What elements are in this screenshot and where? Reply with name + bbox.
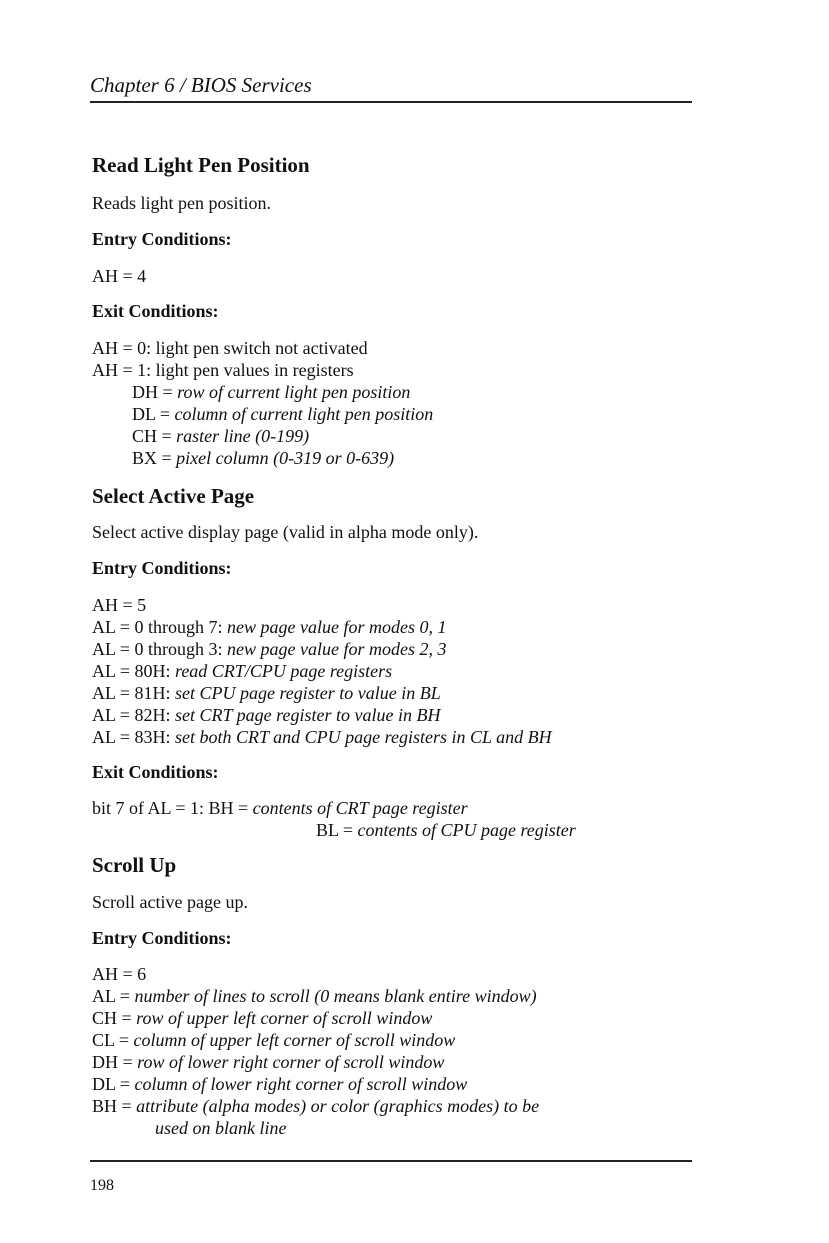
exit-line (132, 447, 394, 469)
exit-line (92, 359, 354, 381)
register: BL = (316, 820, 353, 840)
running-header: Chapter 6 / BIOS Services (90, 73, 312, 97)
exit-conditions-label: Exit Conditions: (92, 301, 219, 321)
exit-line (316, 819, 576, 841)
register: AL = 82H: (92, 705, 171, 725)
register-desc: read CRT/CPU page registers (174, 661, 393, 681)
register-desc: row of upper left corner of scroll window (136, 1008, 433, 1028)
register-desc: row of current light pen position (177, 382, 411, 402)
entry-conditions-label: Entry Conditions: (92, 928, 232, 948)
register-desc: row of lower right corner of scroll window (137, 1052, 445, 1072)
entry-conditions-label: Entry Conditions: (92, 558, 232, 578)
exit-line (132, 425, 309, 447)
register-desc: raster line (0-199) (176, 426, 310, 446)
register: BX = (132, 448, 172, 468)
register-desc: used on blank line (155, 1118, 287, 1138)
page-number: 198 (90, 1177, 114, 1194)
register-desc: contents of CRT page register (252, 798, 468, 818)
register: bit 7 of AL = 1: BH = (92, 798, 249, 818)
section-desc: Select active display page (valid in alpha mode only). (92, 522, 479, 542)
entry-line: AH = 4 (92, 266, 147, 286)
register-desc: column of lower right corner of scroll window (134, 1074, 468, 1094)
register: AH = 6 (92, 964, 147, 984)
register: AL = 0 through 7: (92, 617, 223, 637)
entry-line (92, 1029, 455, 1051)
register: AL = 80H: (92, 661, 171, 681)
register: CH = (92, 1008, 132, 1028)
register: AL = 81H: (92, 683, 171, 703)
register-desc: new page value for modes 0, 1 (226, 617, 447, 637)
entry-line (92, 616, 446, 638)
register-desc: set CRT page register to value in BH (174, 705, 441, 725)
entry-line (92, 1095, 539, 1117)
section-title-scroll-up: Scroll Up (92, 853, 177, 877)
exit-line (132, 403, 433, 425)
register: AH = 0: (92, 338, 152, 358)
register-desc: number of lines to scroll (0 means blank entire window) (134, 986, 537, 1006)
entry-conditions-label: Entry Conditions: (92, 229, 232, 249)
register-desc: light pen switch not activated (155, 338, 368, 358)
register-desc: new page value for modes 2, 3 (226, 639, 447, 659)
entry-line (92, 638, 446, 660)
register: AL = 0 through 3: (92, 639, 223, 659)
register-desc: set CPU page register to value in BL (174, 683, 441, 703)
section-desc: Reads light pen position. (92, 193, 271, 213)
register: DL = (132, 404, 170, 424)
entry-line (92, 704, 440, 726)
section-title-light-pen: Read Light Pen Position (92, 153, 310, 177)
section-desc: Scroll active page up. (92, 892, 248, 912)
register-desc: column of upper left corner of scroll window (133, 1030, 456, 1050)
register: AH = 1: (92, 360, 152, 380)
entry-line (92, 1007, 432, 1029)
exit-line (92, 797, 468, 819)
register-desc: attribute (alpha modes) or color (graphics modes) to be (136, 1096, 540, 1116)
register-desc: contents of CPU page register (357, 820, 576, 840)
register-desc: set both CRT and CPU page registers in CL and BH (174, 727, 552, 747)
exit-conditions-label: Exit Conditions: (92, 762, 219, 782)
register: DH = (132, 382, 173, 402)
register: AL = (92, 986, 130, 1006)
exit-line (132, 381, 410, 403)
register: DL = (92, 1074, 130, 1094)
register-desc: pixel column (0-319 or 0-639) (176, 448, 395, 468)
entry-line (155, 1117, 286, 1139)
section-title-active-page: Select Active Page (92, 484, 255, 508)
entry-line (92, 660, 392, 682)
register: AH = 5 (92, 595, 147, 615)
register: DH = (92, 1052, 133, 1072)
entry-line (92, 963, 146, 985)
footer-rule (90, 1160, 692, 1162)
entry-line (92, 682, 441, 704)
entry-line (92, 594, 146, 616)
register: CL = (92, 1030, 129, 1050)
register-desc: light pen values in registers (155, 360, 354, 380)
entry-line (92, 726, 552, 748)
register-desc: column of current light pen position (174, 404, 434, 424)
entry-line (92, 985, 537, 1007)
entry-line (92, 1073, 467, 1095)
entry-line (92, 1051, 444, 1073)
register: CH = (132, 426, 172, 446)
header-rule (90, 101, 692, 103)
register: AL = 83H: (92, 727, 171, 747)
register: BH = (92, 1096, 132, 1116)
exit-line (92, 337, 368, 359)
